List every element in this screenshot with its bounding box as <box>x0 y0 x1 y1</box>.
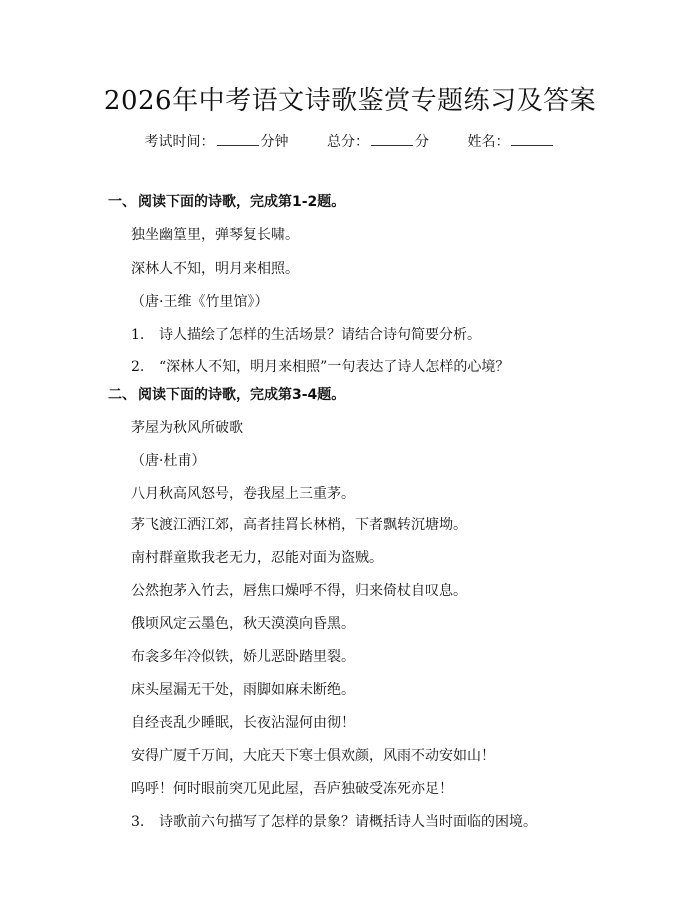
section-number: 一、 <box>108 194 136 210</box>
student-name-label: 姓名： <box>467 134 510 150</box>
poem-source: （唐·王维《竹里馆》） <box>131 294 269 310</box>
poem-title: 茅屋为秋风所破歌 <box>131 420 243 436</box>
question-number: 3. <box>131 814 145 830</box>
total-score <box>327 134 433 150</box>
poem-line: 俄顷风定云墨色，秋天漠漠向昏黑。 <box>131 616 355 632</box>
poem-line: 深林人不知，明月来相照。 <box>131 261 299 277</box>
question-text: 诗人描绘了怎样的生活场景？请结合诗句简要分析。 <box>159 327 481 343</box>
exam-time-label: 考试时间： <box>144 134 215 150</box>
poem-line: 呜呼！何时眼前突兀见此屋，吾庐独破受冻死亦足！ <box>131 781 453 797</box>
poem-line: 自经丧乱少睡眠，长夜沾湿何由彻！ <box>131 715 355 731</box>
exam-time <box>145 134 293 150</box>
poem-line: 安得广厦千万间，大庇天下寒士俱欢颜，风雨不动安如山！ <box>131 748 495 764</box>
question-3 <box>131 811 537 831</box>
question-text: “深林人不知，明月来相照”一句表达了诗人怎样的心境？ <box>159 359 510 375</box>
question-number: 1. <box>131 327 145 343</box>
section-heading-text: 阅读下面的诗歌，完成第1-2题。 <box>138 194 346 210</box>
section-heading-text: 阅读下面的诗歌，完成第3-4题。 <box>138 387 346 403</box>
exam-meta <box>0 131 700 151</box>
poem-line: 布衾多年冷似铁，娇儿恶卧踏里裂。 <box>131 649 355 665</box>
poem-line: 独坐幽篁里，弹琴复长啸。 <box>131 227 299 243</box>
section-number: 二、 <box>108 387 136 403</box>
question-text: 诗歌前六句描写了怎样的景象？请概括诗人当时面临的困境。 <box>159 814 537 830</box>
poem-line: 床头屋漏无干处，雨脚如麻未断绝。 <box>131 682 355 698</box>
section-heading-1 <box>108 191 345 211</box>
exam-time-blank[interactable] <box>217 133 259 146</box>
poem-line: 茅飞渡江洒江郊，高者挂罥长林梢，下者飘转沉塘坳。 <box>131 517 467 533</box>
poem-line: 公然抱茅入竹去，唇焦口燥呼不得，归来倚杖自叹息。 <box>131 583 467 599</box>
poem-line: 八月秋高风怒号，卷我屋上三重茅。 <box>131 486 355 502</box>
total-score-label: 总分： <box>327 134 369 150</box>
student-name <box>467 134 555 150</box>
question-2 <box>131 356 509 376</box>
total-score-blank[interactable] <box>371 133 413 146</box>
section-heading-2 <box>108 384 345 404</box>
question-1 <box>131 324 481 344</box>
question-number: 2. <box>131 359 145 375</box>
exam-time-unit: 分钟 <box>260 134 289 150</box>
student-name-blank[interactable] <box>511 133 553 146</box>
total-score-unit: 分 <box>415 134 429 150</box>
poem-line: 南村群童欺我老无力，忍能对面为盗贼。 <box>131 550 383 566</box>
page-title: 2026年中考语文诗歌鉴赏专题练习及答案 <box>103 86 597 116</box>
poem-author: （唐·杜甫） <box>131 453 206 469</box>
